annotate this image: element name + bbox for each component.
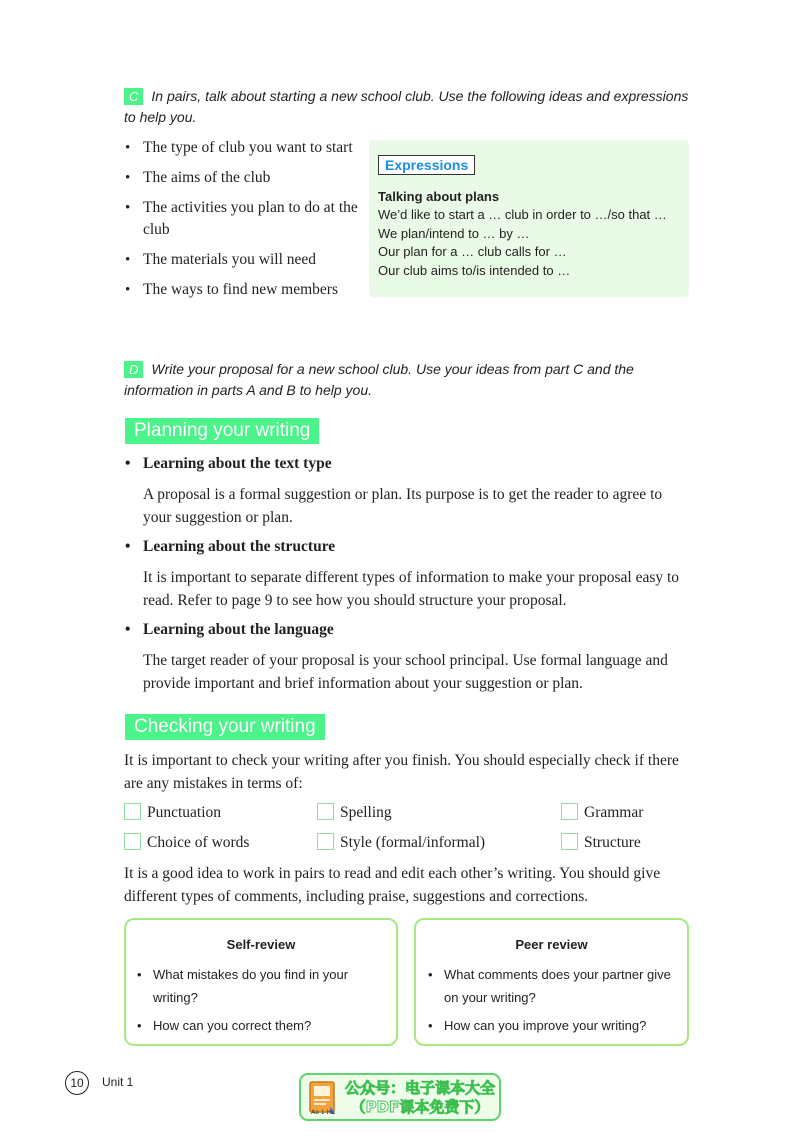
self-review-title: Self-review: [226, 937, 296, 952]
peer-review-title: Peer review: [515, 937, 588, 952]
section-c-instruction: [124, 86, 694, 128]
expression-line: Our plan for a … club calls for …: [378, 244, 567, 259]
peer-review-question: • How can you improve your writing?: [428, 1014, 677, 1037]
expressions-tag: Expressions: [378, 155, 475, 175]
checkbox[interactable]: [317, 803, 334, 820]
checklist-item[interactable]: [561, 803, 643, 822]
checkbox[interactable]: [124, 833, 141, 850]
checklist-label: Spelling: [340, 804, 392, 821]
checklist-item[interactable]: [124, 833, 249, 852]
checklist-item[interactable]: [561, 833, 641, 852]
page-number: 10: [65, 1071, 89, 1095]
expressions-box: [369, 140, 689, 297]
planning-item: • Learning about the text type A proposal is a formal suggestion or plan. Its purpose is to get the reader to agree to your suggestion or plan.: [124, 453, 694, 529]
checking-intro: It is important to check your writing after you finish. You should especially check if there are any mistakes in terms of:: [124, 752, 679, 792]
idea-item: • The activities you plan to do at the club: [124, 197, 360, 241]
idea-item: • The materials you will need: [124, 249, 360, 271]
watermark-banner: [299, 1073, 501, 1121]
planning-item-title: Learning about the text type: [143, 455, 332, 472]
expressions-lines: [378, 206, 683, 280]
checklist-label: Choice of words: [147, 834, 250, 851]
watermark-line-2: （PDF课本免费下）: [350, 1098, 490, 1116]
watermark-line-1: 公众号：电子课本大全: [344, 1079, 495, 1097]
checkbox[interactable]: [561, 833, 578, 850]
expressions-heading: Talking about plans: [378, 189, 500, 204]
expression-line: We’d like to start a … club in order to …/so that …: [378, 207, 667, 222]
book-icon: [308, 1080, 338, 1117]
section-d-instruction-text: Write your proposal for a new school club. Use your ideas from part C and the information in parts A and B to help you.: [124, 361, 634, 398]
planning-item-text: A proposal is a formal suggestion or plan. Its purpose is to get the reader to agree to your suggestion or plan.: [143, 486, 663, 526]
section-c-letter: C: [124, 88, 143, 105]
planning-heading: Planning your writing: [125, 418, 319, 444]
idea-item: • The ways to find new members: [124, 279, 360, 301]
checkbox[interactable]: [317, 833, 334, 850]
idea-item: • The type of club you want to start: [124, 137, 360, 159]
self-review-question: • How can you correct them?: [137, 1014, 384, 1037]
section-c-instruction-text: In pairs, talk about starting a new school club. Use the following ideas and expressions to help you.: [124, 88, 689, 125]
unit-label: Unit 1: [102, 1075, 134, 1089]
idea-item: • The aims of the club: [124, 167, 360, 189]
peer-review-box: [414, 918, 689, 1046]
checklist-label: Grammar: [584, 804, 644, 821]
planning-item: • Learning about the language The target reader of your proposal is your school principal. Use formal language and provide important and brief information about your suggestion or plan.: [124, 619, 694, 695]
planning-item: • Learning about the structure It is important to separate different types of information to make your proposal easy to read. Refer to page 9 to see how you should structure your proposal.: [124, 536, 694, 612]
checklist-label: Punctuation: [147, 804, 222, 821]
checklist-label: Style (formal/informal): [340, 834, 486, 851]
section-d-instruction: [124, 359, 664, 401]
checklist-item[interactable]: [124, 803, 221, 822]
book-icon-caption: Aa 1 Hu: [311, 1109, 335, 1116]
expression-line: We plan/intend to … by …: [378, 225, 530, 241]
checklist-label: Structure: [584, 834, 641, 851]
self-review-box: [124, 918, 398, 1046]
planning-section: [124, 453, 694, 695]
peer-review-question: • What comments does your partner give on your writing?: [428, 963, 677, 1009]
section-d-letter: D: [124, 361, 143, 378]
checking-outro: It is a good idea to work in pairs to read and edit each other’s writing. You should give different types of comments, including praise, suggestions and corrections.: [124, 865, 661, 905]
checking-heading: Checking your writing: [125, 714, 325, 740]
expression-line: Our club aims to/is intended to …: [378, 262, 571, 278]
planning-item-text: The target reader of your proposal is your school principal. Use formal language and provide important and brief information about your suggestion or plan.: [143, 652, 668, 692]
checklist-item[interactable]: [317, 803, 392, 822]
planning-item-title: Learning about the language: [143, 621, 334, 638]
checklist-item[interactable]: [317, 833, 485, 852]
ideas-list: [124, 137, 360, 309]
planning-item-text: It is important to separate different types of information to make your proposal easy to read. Refer to page 9 to see how you should structure your proposal.: [143, 569, 680, 609]
planning-item-title: Learning about the structure: [143, 538, 336, 555]
checkbox[interactable]: [561, 803, 578, 820]
self-review-question: • What mistakes do you find in your writing?: [137, 963, 384, 1009]
checkbox[interactable]: [124, 803, 141, 820]
